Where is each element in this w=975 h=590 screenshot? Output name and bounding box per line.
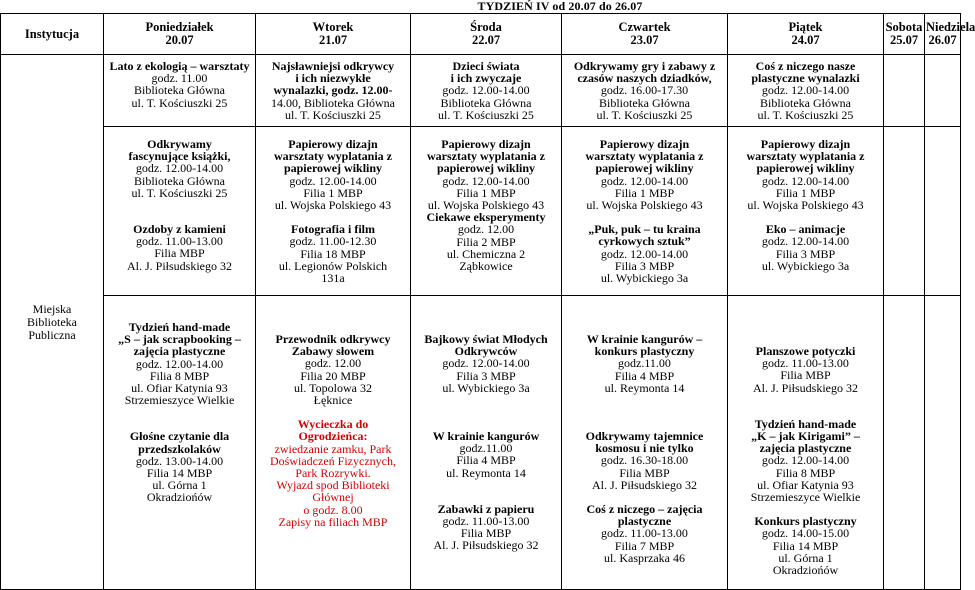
event-line: godz. 16.30-18.00 — [600, 453, 689, 468]
event-line: Coś z niczego nasze — [755, 59, 856, 73]
spacer-line — [730, 394, 881, 406]
event-line: ul. Ofiar Katynia 93 — [757, 477, 854, 492]
event-line: Głównej — [312, 490, 354, 505]
event-cell — [411, 127, 562, 296]
event-cell — [256, 296, 411, 590]
event-line: ul. Górna 1 — [152, 478, 207, 493]
event-line: Odkrywamy — [147, 137, 212, 151]
event-cell — [104, 296, 256, 590]
event-line: przedszkolaków — [138, 441, 221, 456]
event-line: godz. 12.00-14.00 — [135, 356, 224, 371]
event-line: plastyczne wynalazki — [751, 71, 860, 86]
event-line: Filia 3 MBP — [775, 246, 836, 261]
event-line: ul. Legionów Polskich — [278, 258, 388, 273]
event-line: ul. T. Kościuszki 25 — [438, 107, 534, 122]
institution-cell: Miejska Biblioteka Publiczna — [1, 55, 104, 590]
event-line: Strzemieszyce Wielkie — [750, 490, 861, 505]
event-cell — [884, 296, 925, 590]
spacer-line — [730, 321, 881, 333]
event-line: Papierowy dizajn — [599, 137, 690, 151]
event-line: 14.00, Biblioteka Główna — [271, 95, 395, 110]
event-line: Tydzień hand-made — [754, 416, 857, 431]
event-line: godz. 12.00-14.00 — [289, 173, 377, 188]
event-line: Al. J. Piłsudskiego 32 — [433, 538, 539, 553]
table-row — [1, 296, 961, 590]
event-line: i ich niezwykłe — [295, 71, 371, 86]
event-cell — [562, 127, 728, 296]
event-line: W krainie kangurów — [432, 429, 540, 444]
event-cell — [728, 296, 884, 590]
day-header-wed: Środa 22.07 — [411, 14, 562, 55]
event-line: Filia 8 MBP — [149, 368, 210, 383]
event-line: Papierowy dizajn — [441, 137, 531, 151]
event-line: ul. Wojska Polskiego 43 — [274, 198, 392, 213]
event-line: zwiedzanie zamku, Park — [274, 441, 392, 456]
event-line: Filia 1 MBP — [775, 185, 836, 200]
event-line: Biblioteka Główna — [134, 173, 225, 188]
event-cell — [728, 55, 884, 127]
event-line: godz. 12.00-14.00 — [761, 234, 850, 249]
event-line: godz. 12.00-14.00 — [600, 246, 689, 261]
event-cell — [104, 55, 256, 127]
event-line: Zabawy słowem — [291, 344, 375, 359]
event-cell — [562, 55, 728, 127]
event-line: warsztaty wyplatania z — [427, 149, 545, 164]
day-header-fri: Piątek 24.07 — [728, 14, 884, 55]
event-line: godz. 12.00-14.00 — [761, 173, 850, 188]
schedule-table — [0, 13, 975, 590]
event-cell — [925, 127, 961, 296]
event-line: „Puk, puk – tu kraina — [588, 222, 701, 237]
event-line: ul. Wojska Polskiego 43 — [747, 198, 864, 213]
event-line: 131a — [321, 271, 345, 286]
event-line: godz. 11.00-13.00 — [762, 356, 849, 371]
day-header-sat: Sobota 25.07 — [884, 14, 925, 55]
event-line: Łęknice — [313, 393, 353, 408]
week-title-text: TYDZIEŃ IV od 20.07 do 26.07 — [477, 0, 643, 13]
event-line: ul. Wojska Polskiego 43 — [427, 198, 545, 213]
event-line: plastyczne — [617, 514, 672, 529]
event-line: ul. Chemiczna 2 — [446, 246, 526, 261]
week-title — [0, 0, 960, 12]
table-row — [1, 127, 961, 296]
event-line: Eko – animacje — [765, 222, 846, 237]
event-line: Filia 14 MBP — [146, 466, 213, 481]
event-line: Papierowy dizajn — [760, 137, 851, 151]
spacer-line — [730, 406, 881, 418]
event-line: Filia 4 MBP — [456, 453, 516, 468]
event-line: ul. T. Kościuszki 25 — [131, 95, 228, 110]
event-line: Filia 3 MBP — [456, 368, 516, 383]
event-line: ul. Reymonta 14 — [604, 380, 685, 395]
event-line: Przewodnik odkrywcy — [275, 332, 391, 346]
event-line: Filia MBP — [619, 465, 670, 480]
event-line: Filia MBP — [154, 246, 205, 261]
event-line: W krainie kangurów – — [586, 332, 703, 346]
event-line: ul. Górna 1 — [778, 550, 833, 565]
event-line: Papierowy dizajn — [288, 137, 378, 151]
event-line: Filia MBP — [460, 526, 512, 541]
spacer-line — [413, 479, 559, 491]
event-line: warsztaty wyplatania z — [585, 149, 704, 164]
event-line: Ząbkowice — [459, 259, 513, 274]
event-line: Lato z ekologią – warsztaty — [109, 59, 250, 73]
event-line: papierowej wikliny — [756, 161, 855, 176]
event-line: ul. Wybickiego 3a — [600, 271, 689, 286]
event-line: godz. 11.00-13.00 — [136, 234, 223, 249]
event-line: godz. 11.00 — [151, 71, 208, 86]
event-line: Biblioteka Główna — [599, 95, 690, 110]
event-line: Al. J. Piłsudskiego 32 — [126, 258, 232, 273]
event-line: zajęcia plastyczne — [133, 344, 226, 359]
event-line: Planszowe potyczki — [755, 344, 856, 358]
event-line: ul. Topolowa 32 — [294, 380, 372, 395]
event-line: Najsławniejsi odkrywcy — [271, 59, 395, 73]
event-line: Głośne czytanie dla — [129, 429, 230, 444]
event-line: Park Rozrywki. — [295, 466, 371, 481]
table-row — [1, 55, 961, 127]
event-line: o godz. 8.00 — [303, 502, 363, 517]
event-line: ul. T. Kościuszki 25 — [596, 107, 693, 122]
event-line: Al. J. Piłsudskiego 32 — [591, 477, 697, 492]
event-line: Dzieci świata — [452, 59, 520, 73]
spacer-line — [413, 406, 559, 418]
event-line: wynalazki, godz. 12.00- — [273, 83, 393, 98]
event-line: godz. 11.00-13.00 — [601, 526, 688, 541]
event-line: Filia 8 MBP — [775, 465, 836, 480]
event-line: godz. 12.00 — [304, 356, 362, 371]
day-header-sun: Niedziela 26.07 — [925, 14, 961, 55]
event-cell — [256, 55, 411, 127]
event-line: papierowej wikliny — [436, 161, 536, 176]
event-line: godz. 12.00-14.00 — [442, 356, 530, 371]
event-cell — [728, 127, 884, 296]
event-cell — [256, 127, 411, 296]
event-line: godz. 11.00-12.30 — [289, 234, 377, 249]
event-line: Ciekawe eksperymenty — [426, 210, 546, 225]
event-line: godz.11.00 — [459, 441, 513, 456]
event-line: Odkrywamy tajemnice — [585, 429, 704, 444]
event-line: Filia 4 MBP — [614, 368, 675, 383]
event-line: czasów naszych dziadków, — [577, 71, 712, 86]
event-line: Biblioteka Główna — [134, 83, 225, 98]
spacer-line — [564, 406, 725, 418]
spacer-line — [106, 406, 253, 418]
event-line: godz. 16.00-17.30 — [600, 83, 689, 98]
event-cell — [884, 127, 925, 296]
event-line: Filia 1 MBP — [456, 185, 516, 200]
event-line: Filia MBP — [780, 368, 831, 383]
event-line: ul. Wojska Polskiego 43 — [586, 198, 703, 213]
event-line: godz. 12.00-14.00 — [761, 83, 850, 98]
event-line: cyrkowych sztuk” — [598, 234, 691, 249]
event-line: godz. 12.00-14.00 — [442, 173, 530, 188]
event-line: papierowej wikliny — [595, 161, 694, 176]
event-line: kosmosu i nie tylko — [595, 441, 694, 456]
event-line: Coś z niczego – zajęcia — [586, 502, 703, 517]
event-line: Okradziońów — [772, 563, 839, 578]
event-line: godz. 14.00-15.00 — [761, 526, 850, 541]
event-cell — [411, 55, 562, 127]
event-line: Filia 7 MBP — [614, 538, 675, 553]
header-row — [1, 14, 961, 55]
event-line: „S – jak scrapbooking – — [118, 332, 241, 347]
event-line: godz. 11.00-13.00 — [442, 514, 530, 529]
event-line: Fotografia i film — [291, 222, 375, 237]
spacer-line — [564, 394, 725, 406]
event-line: godz. 12.00 — [457, 222, 515, 237]
event-line: godz. 12.00-14.00 — [442, 83, 530, 98]
event-cell — [104, 127, 256, 296]
event-cell — [925, 296, 961, 590]
event-line: Filia 1 MBP — [303, 185, 363, 200]
event-line: Filia 18 MBP — [300, 246, 366, 261]
event-line: Wyjazd spod Biblioteki — [276, 478, 390, 493]
event-line: Tydzień hand-made — [128, 320, 231, 334]
event-line: Zapisy na filiach MBP — [278, 514, 388, 529]
event-line: godz.11.00 — [618, 356, 671, 371]
day-header-tue: Wtorek 21.07 — [256, 14, 411, 55]
event-line: ul. T. Kościuszki 25 — [131, 185, 228, 200]
event-line: warsztaty wyplatania z — [746, 149, 865, 164]
day-header-mon: Poniedziałek 20.07 — [104, 14, 256, 55]
event-line: papierowej wikliny — [283, 161, 383, 176]
spacer-line — [106, 199, 253, 211]
event-line: Zabawki z papieru — [437, 501, 535, 516]
event-line: warsztaty wyplatania z — [274, 149, 392, 164]
event-line: Bajkowy świat Młodych — [424, 332, 548, 346]
event-line: Filia 20 MBP — [300, 368, 366, 383]
event-line: fascynujące książki, — [128, 149, 231, 164]
event-line: ul. Reymonta 14 — [446, 465, 526, 480]
event-line: godz. 13.00-14.00 — [135, 453, 224, 468]
event-line: Biblioteka Główna — [440, 95, 532, 110]
event-line: Ozdoby z kamieni — [133, 222, 226, 237]
event-line: „K – jak Kirigami” – — [751, 429, 860, 444]
event-line: Konkurs plastyczny — [754, 514, 857, 529]
event-cell — [925, 55, 961, 127]
event-line: ul. T. Kościuszki 25 — [285, 107, 381, 122]
event-line: ul. Wybickiego 3a — [761, 258, 850, 273]
event-line: godz. 12.00-14.00 — [135, 161, 224, 176]
event-cell — [562, 296, 728, 590]
event-line: i ich zwyczaje — [450, 71, 522, 86]
spacer-line — [413, 394, 559, 406]
day-header-thu: Czwartek 23.07 — [562, 14, 728, 55]
event-cell — [411, 296, 562, 590]
event-line: Filia 3 MBP — [614, 258, 675, 273]
event-line: Biblioteka Główna — [760, 95, 851, 110]
event-line: ul. Ofiar Katynia 93 — [131, 381, 228, 396]
event-line: godz. 12.00-14.00 — [761, 453, 850, 468]
event-line: ul. Wybickiego 3a — [442, 380, 530, 395]
event-line: Filia 14 MBP — [772, 538, 839, 553]
event-line: Wycieczka do — [297, 417, 369, 432]
event-line: Filia 2 MBP — [456, 234, 516, 249]
event-line: Doświadczeń Fizycznych, — [270, 453, 396, 468]
event-line: Filia 1 MBP — [614, 185, 675, 200]
event-cell — [884, 55, 925, 127]
event-line: Al. J. Piłsudskiego 32 — [752, 380, 858, 395]
event-line: zajęcia plastyczne — [759, 441, 852, 456]
event-line: ul. T. Kościuszki 25 — [757, 107, 854, 122]
event-line: Ogrodzieńca: — [298, 429, 368, 444]
event-line: Odkrywamy gry i zabawy z — [573, 59, 716, 73]
event-line: ul. Kasprzaka 46 — [604, 550, 685, 565]
event-line: konkurs plastyczny — [594, 344, 695, 359]
event-line: Odkrywców — [454, 344, 518, 359]
event-line: godz. 12.00-14.00 — [600, 173, 689, 188]
event-line: Okradziońów — [146, 490, 213, 505]
event-line: Strzemieszyce Wielkie — [124, 393, 235, 408]
institution-header: Instytucja — [1, 14, 104, 55]
